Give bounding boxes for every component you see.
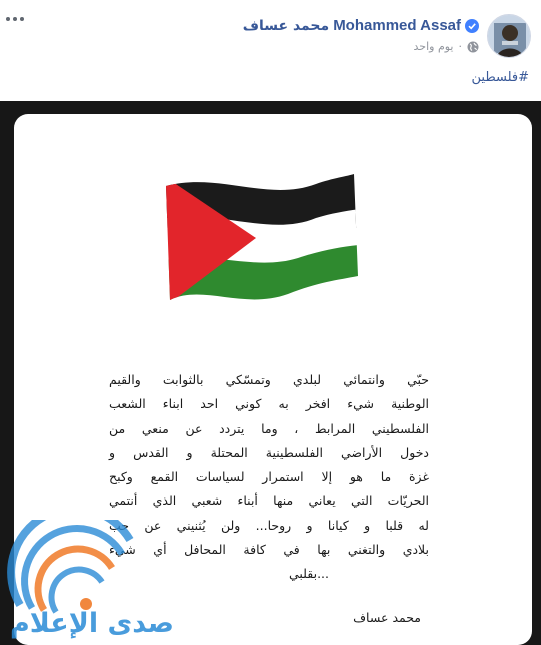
more-options-icon <box>6 17 10 21</box>
statement-line: حبّي وانتمائي لبلدي وتمسّكي بالثوابت والقيم <box>109 372 429 387</box>
more-options-dot <box>13 17 17 21</box>
statement-line: الفلسطيني المرابط ، وما يتردد عن منعي من <box>109 420 429 436</box>
statement-line: له قلبا و كيانا و روحا... ولن يُثنيني عن حب <box>109 517 429 533</box>
statement-line: الوطنية شيء افخر به كوني احد ابناء الشعب <box>109 396 429 412</box>
globe-icon[interactable] <box>467 41 479 53</box>
signature: محمد عساف <box>353 610 421 625</box>
author-name-english[interactable]: Mohammed Assaf <box>333 17 461 34</box>
statement-line: الحريّات التي يعاني منها أبناء شعبي الذي أنتمي <box>109 493 429 509</box>
post-timestamp[interactable]: يوم واحد <box>413 40 454 53</box>
more-options-button[interactable] <box>4 12 26 26</box>
hashtag-link[interactable]: #فلسطين <box>471 70 529 85</box>
post-header <box>243 14 531 66</box>
statement-line: غزة ما هو إلا استمرار لسياسات القمع وكبح <box>109 469 429 485</box>
avatar[interactable] <box>487 14 531 58</box>
palestine-flag <box>158 172 368 312</box>
post-meta <box>243 14 479 53</box>
author-name-arabic[interactable]: محمد عساف <box>242 17 330 34</box>
author-name-row <box>243 17 479 34</box>
verified-badge-icon <box>465 19 479 33</box>
more-options-dot <box>20 17 24 21</box>
statement-line: دخول الأراضي الفلسطينية المحتلة و القدس و <box>109 444 429 460</box>
statement-line: بلادي والتغني بها في كافة المحافل أي شيء <box>109 542 429 558</box>
watermark-text: صدى الإعلام <box>10 608 174 639</box>
meta-separator: · <box>458 40 462 53</box>
statement-line: ...بقلبي <box>288 566 329 582</box>
post-subline <box>414 40 480 53</box>
avatar-image <box>488 15 531 58</box>
